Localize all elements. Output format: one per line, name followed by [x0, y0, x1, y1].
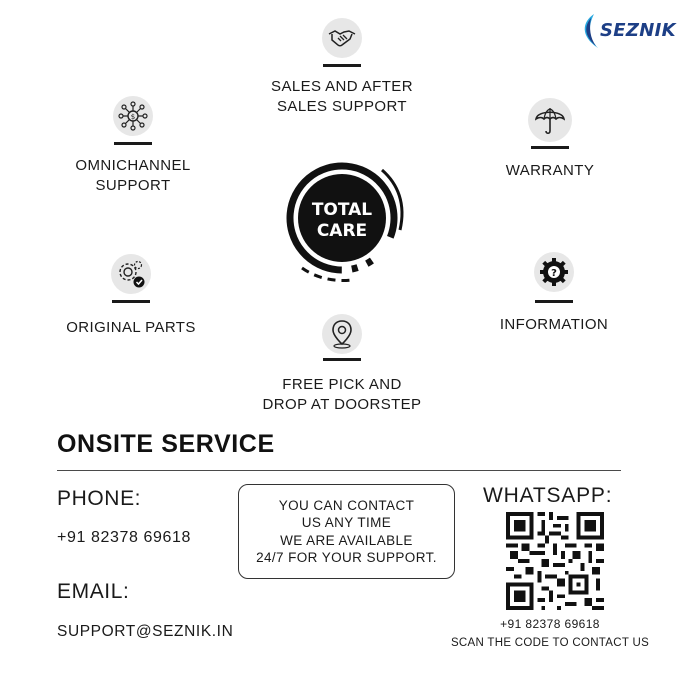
feature-free-pick-drop [242, 314, 442, 415]
feature-divider [112, 300, 150, 303]
feature-label: OMNICHANNEL SUPPORT [75, 157, 191, 194]
feature-original-parts [56, 254, 206, 338]
svg-text:?: ? [551, 268, 557, 279]
question-gear-icon [534, 252, 574, 292]
scan-instruction: SCAN THE CODE TO CONTACT US [450, 637, 650, 649]
feature-sales-support [242, 18, 442, 117]
onsite-service-title: ONSITE SERVICE [57, 430, 275, 458]
feature-label: INFORMATION [499, 316, 609, 333]
feature-label: ORIGINAL PARTS [66, 319, 196, 336]
availability-box [238, 484, 455, 579]
brand-name: SEZNIK [600, 20, 676, 41]
feature-divider [531, 146, 569, 149]
feature-label: SALES AND AFTER SALES SUPPORT [271, 78, 413, 115]
feature-warranty [480, 98, 620, 181]
email-address[interactable]: SUPPORT@SEZNIK.IN [57, 623, 234, 640]
svg-text:$: $ [130, 113, 136, 121]
phone-number[interactable]: +91 82378 69618 [57, 529, 192, 546]
whatsapp-qr-code[interactable] [506, 512, 604, 610]
feature-omnichannel-support [53, 96, 213, 196]
network-icon [113, 96, 153, 136]
feature-divider [535, 300, 573, 303]
phone-heading: PHONE: [57, 487, 142, 510]
feature-divider [114, 142, 152, 145]
feature-information [484, 252, 624, 335]
whatsapp-heading: WHATSAPP: [483, 484, 613, 507]
email-heading: EMAIL: [57, 580, 130, 603]
feature-label: WARRANTY [505, 162, 595, 179]
whatsapp-number[interactable]: +91 82378 69618 [500, 617, 600, 631]
feature-divider [323, 64, 361, 67]
feature-divider [323, 358, 361, 361]
section-divider [57, 470, 621, 471]
availability-text: YOU CAN CONTACT US ANY TIME WE ARE AVAILABLE 24/7 FOR YOUR SUPPORT. [256, 497, 437, 565]
feature-label: FREE PICK AND DROP AT DOORSTEP [262, 376, 422, 413]
gears-check-icon [111, 254, 151, 294]
total-care-badge [282, 150, 408, 282]
brand-logo [578, 12, 676, 50]
badge-line-2: CARE [316, 221, 368, 241]
location-pin-icon [322, 314, 362, 354]
badge-line-1: TOTAL [311, 200, 373, 220]
umbrella-icon [528, 98, 572, 142]
handshake-icon [322, 18, 362, 58]
